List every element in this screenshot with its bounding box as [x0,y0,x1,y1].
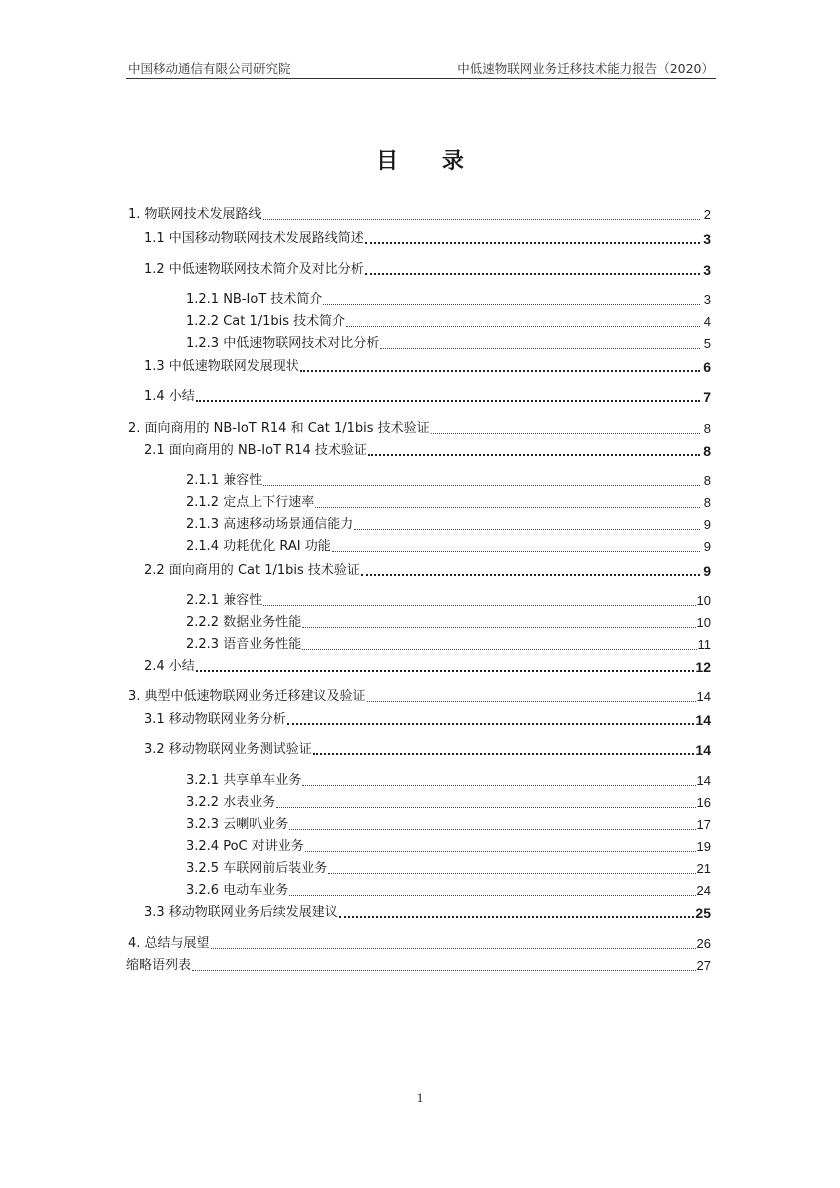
toc-entry[interactable] [186,861,711,877]
toc-entry-title: 2.1.4 功耗优化 RAI 功能 [186,539,331,554]
toc-entry-page: 21 [696,861,711,876]
toc-entry-page: 14 [696,773,711,788]
toc-entry[interactable] [186,539,711,555]
toc-leader-dots [300,370,700,372]
toc-entry[interactable] [144,742,711,758]
toc-entry[interactable] [128,936,711,952]
toc-entry-title: 3.2.1 共享单车业务 [186,773,302,788]
toc-entry-page: 24 [696,883,711,898]
toc-entry-page: 5 [703,336,711,351]
toc-entry-page: 2 [703,207,711,222]
toc-entry-title: 3.1 移动物联网业务分析 [144,712,286,727]
toc-leader-dots [287,723,695,725]
toc-entry-title: 2.2 面向商用的 Cat 1/1bis 技术验证 [144,563,360,578]
toc-entry[interactable] [144,563,711,579]
toc-entry-page: 3 [703,231,711,247]
toc-leader-dots [367,701,696,702]
toc-entry-title: 1.1 中国移动物联网技术发展路线简述 [144,231,364,246]
toc-entry-title: 1.2.1 NB-IoT 技术简介 [186,292,323,307]
toc-leader-dots [315,507,700,508]
toc-leader-dots [263,219,700,220]
toc-entry-page: 10 [696,615,711,630]
toc-entry-title: 1.2.3 中低速物联网技术对比分析 [186,336,380,351]
toc-entry[interactable] [128,689,711,705]
toc-leader-dots [211,948,696,949]
toc-entry[interactable] [186,473,711,489]
toc-entry[interactable] [186,336,711,352]
toc-entry-title: 2. 面向商用的 NB-IoT R14 和 Cat 1/1bis 技术验证 [128,421,430,436]
toc-entry-title: 2.2.3 语音业务性能 [186,637,302,652]
toc-leader-dots [361,574,700,576]
toc-entry[interactable] [144,231,711,247]
toc-entry[interactable] [186,795,711,811]
toc-entry-title: 2.2.2 数据业务性能 [186,615,302,630]
toc-entry-title: 3.2.5 车联网前后装业务 [186,861,328,876]
toc-entry-page: 17 [696,817,711,832]
toc-entry[interactable] [144,389,711,405]
toc-leader-dots [339,916,695,918]
toc-leader-dots [192,970,696,971]
toc-entry-title: 3.2.6 电动车业务 [186,883,289,898]
toc-entry-page: 3 [703,262,711,278]
toc-entry-page: 27 [696,958,711,973]
toc-leader-dots [196,670,695,672]
toc-entry-title: 4. 总结与展望 [128,936,210,951]
toc-leader-dots [289,829,695,830]
toc-entry-title: 3.3 移动物联网业务后续发展建议 [144,905,338,920]
header-report-title: 中低速物联网业务迁移技术能力报告（2020） [457,61,714,76]
toc-entry-title: 2.2.1 兼容性 [186,593,263,608]
toc-leader-dots [313,753,695,755]
toc-entry-title: 1.2 中低速物联网技术简介及对比分析 [144,262,364,277]
toc-entry-page: 4 [703,314,711,329]
page-number: 1 [416,1090,424,1105]
toc-leader-dots [263,485,700,486]
toc-leader-dots [302,785,695,786]
toc-leader-dots [332,551,700,552]
toc-leader-dots [276,807,695,808]
toc-entry-title: 3. 典型中低速物联网业务迁移建议及验证 [128,689,366,704]
toc-entry-title: 1. 物联网技术发展路线 [128,207,262,222]
toc-entry[interactable] [186,495,711,511]
toc-leader-dots [431,433,700,434]
toc-entry-title: 3.2.3 云喇叭业务 [186,817,289,832]
toc-entry-page: 12 [695,659,711,675]
toc-leader-dots [354,529,700,530]
header-organization: 中国移动通信有限公司研究院 [128,61,291,76]
toc-entry-title: 2.1.1 兼容性 [186,473,263,488]
toc-entry[interactable] [186,314,711,330]
toc-entry[interactable] [186,817,711,833]
toc-entry-title: 2.4 小结 [144,659,195,674]
toc-entry-page: 9 [703,517,711,532]
toc-entry-title: 3.2.2 水表业务 [186,795,276,810]
toc-entry[interactable] [186,839,711,855]
toc-entry-title: 1.2.2 Cat 1/1bis 技术简介 [186,314,346,329]
toc-leader-dots [368,454,700,456]
toc-entry[interactable] [128,421,711,437]
toc-entry[interactable] [186,637,711,653]
toc-entry-title: 3.2 移动物联网业务测试验证 [144,742,312,757]
toc-entry[interactable] [144,659,711,675]
toc-entry-page: 8 [703,443,711,459]
toc-leader-dots [323,304,700,305]
toc-entry-title: 2.1.3 高速移动场景通信能力 [186,517,354,532]
toc-entry-page: 14 [695,712,711,728]
toc-entry-page: 14 [695,742,711,758]
toc-entry-page: 11 [697,637,711,652]
toc-heading: 目 录 [376,149,482,174]
toc-leader-dots [196,400,700,402]
toc-entry[interactable] [186,292,711,308]
toc-entry[interactable] [186,615,711,631]
toc-leader-dots [346,326,700,327]
toc-entry[interactable] [186,883,711,899]
toc-entry-page: 9 [703,563,711,579]
toc-entry-page: 9 [703,539,711,554]
page-header [126,56,716,79]
toc-entry-title: 2.1 面向商用的 NB-IoT R14 技术验证 [144,443,367,458]
toc-entry-page: 26 [696,936,711,951]
toc-entry-page: 14 [696,689,711,704]
toc-entry-page: 8 [703,495,711,510]
toc-leader-dots [263,605,695,606]
toc-entry-page: 16 [696,795,711,810]
toc-leader-dots [302,627,695,628]
toc-entry-page: 10 [696,593,711,608]
toc-leader-dots [365,273,700,275]
toc-entry[interactable] [126,958,711,974]
toc-entry[interactable] [144,443,711,459]
toc-leader-dots [365,242,700,244]
toc-entry[interactable] [144,262,711,278]
toc-entry-page: 25 [695,905,711,921]
toc-leader-dots [305,851,696,852]
toc-entry-page: 8 [703,473,711,488]
toc-entry[interactable] [144,905,711,921]
toc-entry-page: 3 [703,292,711,307]
toc-leader-dots [289,895,695,896]
toc-entry-page: 7 [703,389,711,405]
toc-entry-page: 19 [696,839,711,854]
toc-entry-title: 1.4 小结 [144,389,195,404]
toc-leader-dots [380,348,700,349]
toc-entry[interactable] [128,207,711,223]
toc-entry[interactable] [186,517,711,533]
toc-entry-title: 1.3 中低速物联网发展现状 [144,359,299,374]
toc-entry-title: 3.2.4 PoC 对讲业务 [186,839,304,854]
toc-entry[interactable] [144,359,711,375]
toc-entry-title: 缩略语列表 [126,958,192,973]
toc-leader-dots [302,649,696,650]
toc-entry[interactable] [186,773,711,789]
toc-entry-page: 8 [703,421,711,436]
toc-entry-page: 6 [703,359,711,375]
toc-entry[interactable] [144,712,711,728]
toc-entry-title: 2.1.2 定点上下行速率 [186,495,315,510]
toc-entry[interactable] [186,593,711,609]
toc-leader-dots [328,873,695,874]
